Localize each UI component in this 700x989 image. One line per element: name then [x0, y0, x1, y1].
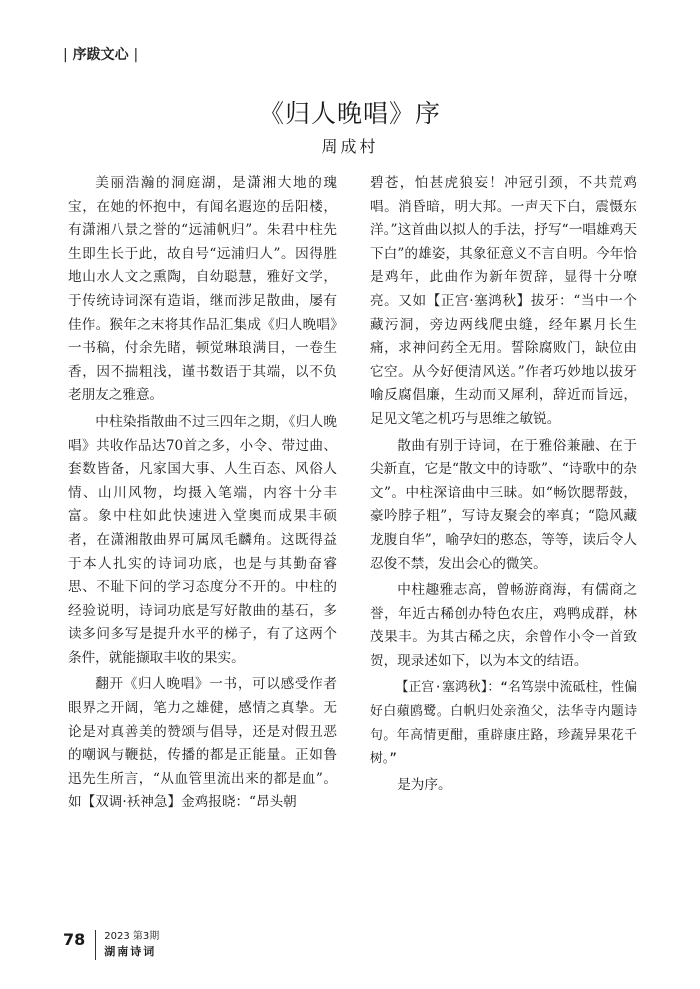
tag-bar-right: | — [133, 47, 139, 63]
paragraph: 中柱染指散曲不过三四年之期，《归人晚唱》共收作品达70首之多，小令、带过曲、套数皆备，凡家国大事、人生百态、风俗人情、山川风物，均摄入笔端，内容十分丰富。象中柱如此快速进入堂奥而成果丰硕者，在潇湘散曲界可属凤毛麟角。这既得益于本人扎实的诗词功底，也是与其勤奋睿思、不耻下问的学习态度分不开的。中柱的经验说明，诗词功底是写好散曲的基石，多读多问多写是提升水平的梯子，有了这两个条件，就能撷取丰收的果实。 — [68, 413, 337, 666]
section-tag-label: 序跋文心 — [72, 47, 129, 63]
left-column — [68, 172, 337, 815]
tag-bar-left: | — [63, 47, 68, 63]
paragraph: 中柱趣雅志高，曾畅游商海，有儒商之誉，年近古稀创办特色农庄，鸡鸭成群，林茂果丰。为其古稀之庆，余曾作小令一首致贺，现录述如下，以为本文的结语。 — [370, 582, 637, 669]
section-tag — [63, 44, 138, 64]
closing-line: 是为序。 — [397, 776, 452, 793]
paragraph-continuation: 碧苍，怕甚虎狼妄！冲冠引颈，不共荒鸡唱。消昏暗，明大邦。一声天下白，震慑东洋。”这首曲以拟人的手法，抒写“一唱雄鸡天下白”的雄姿，其象征意义不言自明。今年恰是鸡年，此曲作为新年贺辞，显得十分嘹亮。又如【正宫·塞鸿秋】拔牙：“当中一个藏污洞，旁边两线爬虫缝，经年累月长生痛，求神问药全无用。誓除腐败门，缺位由它空。从今好便清风送。”作者巧妙地以拔牙喻反腐倡廉，生动而又犀利，辞近而旨远，足见文笔之机巧与思维之敏锐。 — [370, 175, 637, 427]
page-title: 《归人晚唱》序 — [258, 99, 441, 128]
paragraph: 美丽浩瀚的洞庭湖，是潇湘大地的瑰宝，在她的怀抱中，有闻名遐迩的岳阳楼，有潇湘八景之誉的“远浦帆归”。朱君中柱先生即生长于此，故自号“远浦归人”。因得胜地山水人文之熏陶，自幼聪慧，雅好文学，于传统诗词深有造诣，继而涉足散曲，屡有佳作。猴年之末将其作品汇集成《归人晚唱》一书稿，付余先睹，顿觉琳琅满目，一卷生香，因不揣粗浅，谨书数语于其端，以不负老朋友之雅意。 — [68, 175, 337, 404]
author-name: 周成村 — [321, 137, 379, 156]
poem-quote: 【正宫·塞鸿秋】：“名笃崇中流砥柱，性偏好白蘋鸥鹭。白帆归处亲渔父，法华寺内题诗句。年高情更酣，重辟康庄路，珍蔬异果花千树。” — [370, 680, 637, 767]
footer-divider — [95, 930, 96, 960]
right-column — [370, 172, 637, 797]
paragraph: 翻开《归人晚唱》一书，可以感受作者眼界之开阔，笔力之雄健，感情之真挚。无论是对真善美的赞颂与倡导，还是对假丑恶的嘲讽与鞭挞，传播的都是正能量。正如鲁迅先生所言，“从血管里流出来的都是血”。如【双调·袄神急】金鸡报晓：“昂头朝 — [68, 676, 337, 811]
page-footer — [63, 930, 159, 960]
journal-name: 湖南诗词 — [104, 945, 157, 958]
page-number: 78 — [63, 930, 86, 949]
paragraph: 散曲有别于诗词，在于雅俗兼融、在于尖新直，它是“散文中的诗歌”、“诗歌中的杂文”。中柱深谙曲中三昧。如“畅饮腮帮鼓，豪吟脖子粗”，写诗友聚会的率真；“隐风藏龙腹自华”，喻孕妇的憨态，等等，读后令人忍俊不禁，发出会心的微笑。 — [370, 437, 637, 572]
issue-label: 2023 第3期 — [104, 931, 160, 942]
